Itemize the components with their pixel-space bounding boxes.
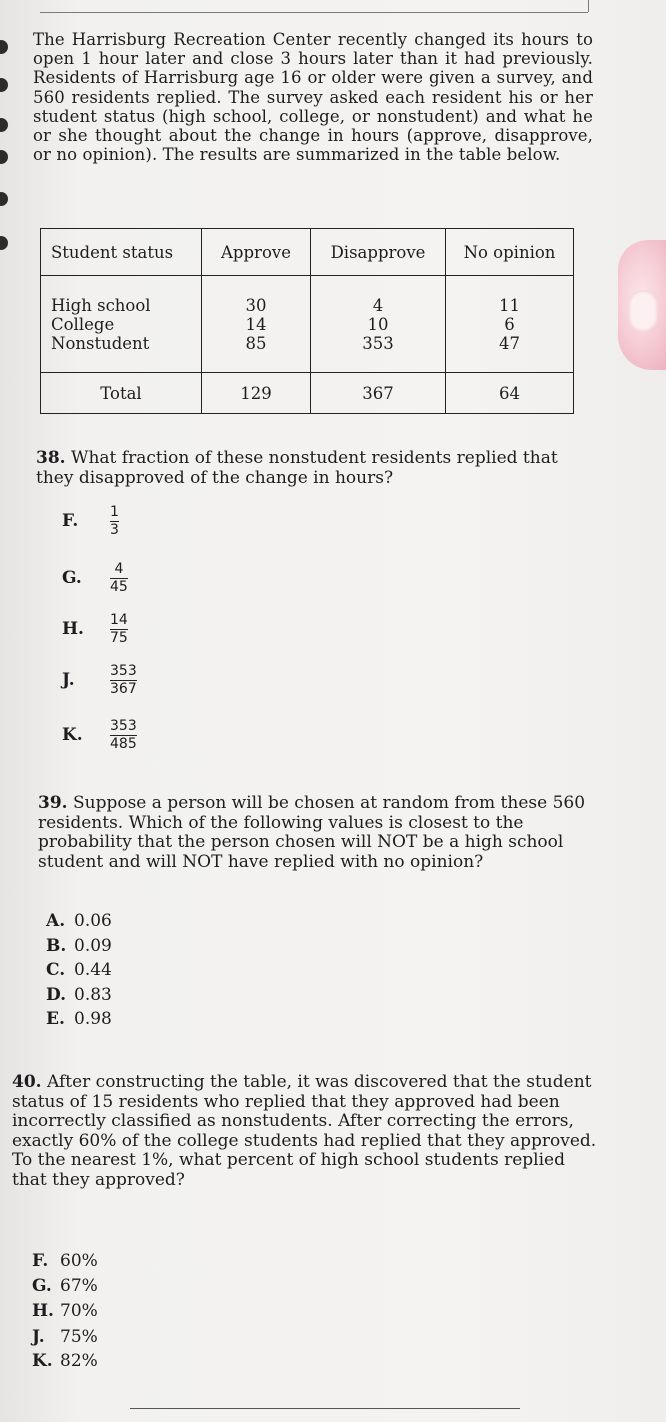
total-disapprove: 367: [311, 373, 446, 414]
denominator: 75: [110, 630, 128, 647]
answer-option[interactable]: [32, 1302, 98, 1321]
option-text: 0.06: [74, 911, 112, 931]
question-39: [38, 794, 602, 872]
option-letter: K.: [62, 725, 83, 746]
header-student-status: Student status: [41, 229, 202, 276]
table-value: 85: [245, 333, 267, 353]
status-label: High school: [51, 295, 151, 315]
table-header-row: [41, 229, 574, 276]
answer-option[interactable]: [46, 937, 112, 956]
table-value: 47: [499, 333, 520, 353]
binder-hole: [0, 236, 8, 250]
table-body-row: [41, 276, 574, 373]
option-text: 0.98: [74, 1009, 112, 1029]
option-text: 75%: [60, 1327, 98, 1347]
answer-option[interactable]: [46, 986, 112, 1005]
no-opinion-cell: [446, 276, 574, 373]
option-fraction: [110, 613, 128, 646]
answer-option[interactable]: [46, 961, 112, 980]
denominator: 3: [110, 522, 119, 539]
total-no-opinion: 64: [446, 373, 574, 414]
table-value: 10: [367, 314, 389, 334]
table-value: 6: [504, 314, 515, 334]
option-letter: J.: [32, 1327, 45, 1347]
header-disapprove: Disapprove: [311, 229, 446, 276]
table-value: 11: [499, 295, 520, 315]
denominator: 45: [110, 579, 128, 596]
numerator: 1: [110, 504, 119, 520]
option-text: 60%: [60, 1251, 98, 1271]
survey-results-table: [40, 228, 574, 414]
intro-paragraph: The Harrisburg Recreation Center recently changed its hours to open 1 hour later and close 3 hours later than it had previously. Residents of Harrisburg age 16 or older were given a survey, and 560 residents replied. The survey asked each resident his or her student status (high school, college, or nonstudent) and what he or she thought about the change in hours (approve, disapprove, or no opinion). The results are summarized in the table below.: [33, 30, 593, 165]
option-letter: F.: [62, 511, 79, 532]
table-value: 30: [245, 295, 267, 315]
question-number: 38.: [36, 448, 66, 468]
option-text: 67%: [60, 1276, 98, 1296]
binder-hole: [0, 150, 8, 164]
option-letter: F.: [32, 1251, 49, 1271]
answer-option[interactable]: [32, 1252, 98, 1271]
option-fraction: [110, 719, 137, 752]
option-letter: H.: [62, 619, 84, 640]
binder-hole: [0, 40, 8, 54]
status-cell: [41, 276, 202, 373]
answer-option[interactable]: [32, 1352, 98, 1371]
option-text: 82%: [60, 1351, 98, 1371]
answer-option[interactable]: [62, 719, 137, 752]
numerator: 353: [110, 718, 137, 734]
question-38: [36, 449, 592, 488]
option-letter: D.: [46, 985, 67, 1005]
numerator: 14: [110, 612, 128, 628]
option-text: 0.09: [74, 936, 112, 956]
answer-option[interactable]: [46, 1010, 112, 1029]
answer-option[interactable]: [32, 1328, 98, 1347]
table-total-row: [41, 373, 574, 414]
fingertip: [618, 240, 666, 370]
approve-cell: [202, 276, 311, 373]
option-letter: H.: [32, 1301, 54, 1321]
option-letter: K.: [32, 1351, 53, 1371]
binder-hole: [0, 192, 8, 206]
answer-option[interactable]: [32, 1277, 98, 1296]
table-value: 14: [245, 314, 267, 334]
answer-option[interactable]: [62, 613, 128, 646]
status-label: College: [51, 314, 115, 334]
binder-hole: [0, 118, 8, 132]
answer-option[interactable]: [62, 562, 128, 595]
question-stem: Suppose a person will be chosen at random from these 560 residents. Which of the following values is closest to the probability that the person chosen will NOT be a high school student and will NOT have replied with no opinion?: [38, 793, 586, 872]
option-letter: B.: [46, 936, 67, 956]
question-number: 40.: [12, 1072, 42, 1092]
option-fraction: [110, 562, 128, 595]
status-label: Nonstudent: [51, 333, 150, 353]
total-label: Total: [41, 373, 202, 414]
question-stem: What fraction of these nonstudent residents replied that they disapproved of the change in hours?: [36, 448, 558, 488]
disapprove-cell: [311, 276, 446, 373]
answer-option[interactable]: [62, 505, 119, 538]
option-text: 0.83: [74, 985, 112, 1005]
denominator: 367: [110, 681, 137, 698]
option-letter: A.: [46, 911, 66, 931]
option-letter: E.: [46, 1009, 65, 1029]
option-letter: C.: [46, 960, 66, 980]
option-letter: J.: [62, 670, 75, 691]
option-text: 0.44: [74, 960, 112, 980]
numerator: 4: [114, 561, 124, 577]
option-letter: G.: [32, 1276, 52, 1296]
header-no-opinion: No opinion: [446, 229, 574, 276]
fingernail: [628, 290, 658, 332]
option-fraction: [110, 505, 119, 538]
question-40: [12, 1073, 604, 1190]
answer-option[interactable]: [62, 664, 137, 697]
header-approve: Approve: [202, 229, 311, 276]
option-text: 70%: [60, 1301, 98, 1321]
question-number: 39.: [38, 793, 68, 813]
table-value: 353: [362, 333, 394, 353]
total-approve: 129: [202, 373, 311, 414]
option-letter: G.: [62, 568, 82, 589]
table-value: 4: [372, 295, 384, 315]
denominator: 485: [110, 736, 137, 753]
top-rule: [40, 12, 588, 13]
numerator: 353: [110, 663, 137, 679]
question-stem: After constructing the table, it was discovered that the student status of 15 residents who replied that they approved had been incorrectly classified as nonstudents. After correcting the errors, exactly 60% of the college students had replied that they approved. To the nearest 1%, what percent of high school students replied that they approved?: [12, 1072, 597, 1190]
bottom-rule: [130, 1408, 520, 1409]
option-fraction: [110, 664, 137, 697]
answer-option[interactable]: [46, 912, 112, 931]
top-rule-corner: [588, 0, 589, 12]
binder-hole: [0, 78, 8, 92]
